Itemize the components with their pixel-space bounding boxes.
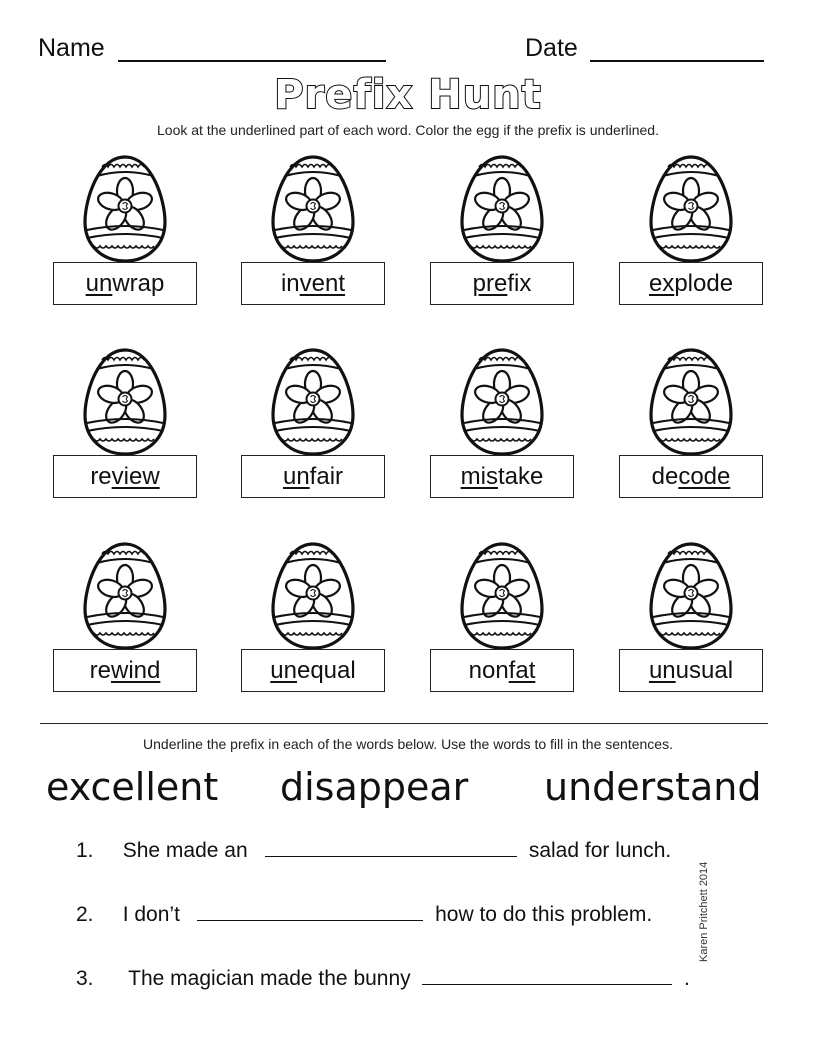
sentence-text: salad for lunch. — [528, 839, 672, 862]
sentence-1 — [76, 838, 671, 863]
word-underlined-part: mis — [460, 462, 498, 490]
sentence-2 — [76, 902, 652, 927]
word-part: fix — [507, 269, 532, 297]
instructions-bottom: Underline the prefix in each of the words below. Use the words to fill in the sentences. — [143, 736, 673, 752]
egg-icon[interactable] — [268, 347, 358, 457]
word-part: take — [497, 462, 544, 490]
section-divider — [40, 723, 768, 724]
name-label: Name — [38, 34, 105, 62]
word-underlined-part: ex — [648, 269, 675, 297]
egg-icon[interactable] — [646, 154, 736, 264]
egg-card[interactable] — [53, 347, 197, 499]
sentence-3 — [76, 966, 690, 991]
egg-icon[interactable] — [80, 541, 170, 651]
answer-blank-3[interactable] — [422, 966, 672, 985]
egg-icon[interactable] — [80, 154, 170, 264]
sentence-text: She made an — [122, 839, 248, 862]
word-underlined-part: code — [678, 462, 731, 490]
egg-card[interactable] — [430, 541, 574, 693]
word-box — [241, 455, 385, 498]
word-part: de — [651, 462, 679, 490]
word-underlined-part: wind — [110, 656, 161, 684]
date-label: Date — [525, 34, 578, 62]
word-part: in — [280, 269, 300, 297]
egg-card[interactable] — [619, 347, 763, 499]
word-underlined-part: vent — [299, 269, 346, 297]
egg-icon[interactable] — [646, 541, 736, 651]
egg-card[interactable] — [241, 347, 385, 499]
egg-card[interactable] — [619, 541, 763, 693]
sentence-text: I don’t — [122, 903, 180, 926]
word-part: re — [90, 462, 112, 490]
egg-icon[interactable] — [457, 154, 547, 264]
sentence-number: 1. — [76, 839, 94, 862]
egg-icon[interactable] — [646, 347, 736, 457]
sentence-text: . — [684, 967, 690, 990]
answer-blank-1[interactable] — [265, 838, 517, 857]
egg-card[interactable] — [241, 154, 385, 306]
word-bank-understand[interactable]: understand — [544, 765, 762, 809]
word-bank-excellent[interactable]: excellent — [46, 765, 219, 809]
egg-card[interactable] — [619, 154, 763, 306]
answer-blank-2[interactable] — [197, 902, 423, 921]
egg-card[interactable] — [53, 154, 197, 306]
word-box — [53, 262, 197, 305]
egg-card[interactable] — [430, 347, 574, 499]
word-part: equal — [296, 656, 356, 684]
word-part: non — [468, 656, 509, 684]
word-bank-disappear[interactable]: disappear — [280, 765, 469, 809]
word-underlined-part: un — [648, 656, 676, 684]
word-box — [619, 455, 763, 498]
sentence-text: how to do this problem. — [435, 903, 653, 926]
date-line[interactable] — [590, 60, 764, 62]
word-underlined-part: un — [270, 656, 297, 684]
word-underlined-part: un — [282, 462, 310, 490]
egg-icon[interactable] — [457, 347, 547, 457]
word-box — [430, 649, 574, 692]
word-box — [53, 455, 197, 498]
egg-card[interactable] — [241, 541, 385, 693]
word-part: plode — [674, 269, 734, 297]
word-part: fair — [309, 462, 344, 490]
sentence-number: 3. — [76, 967, 94, 990]
word-box — [53, 649, 197, 692]
word-part: re — [89, 656, 111, 684]
egg-card[interactable] — [53, 541, 197, 693]
word-box — [241, 262, 385, 305]
sentence-text: The magician made the bunny — [128, 967, 411, 990]
word-underlined-part: view — [111, 462, 160, 490]
sentence-number: 2. — [76, 903, 94, 926]
word-box — [619, 262, 763, 305]
page-title: Prefix Hunt — [274, 72, 542, 118]
egg-icon[interactable] — [268, 541, 358, 651]
egg-icon[interactable] — [268, 154, 358, 264]
word-box — [430, 262, 574, 305]
word-box — [430, 455, 574, 498]
egg-icon[interactable] — [80, 347, 170, 457]
word-box — [619, 649, 763, 692]
word-underlined-part: pre — [472, 269, 508, 297]
instructions-top: Look at the underlined part of each word. Color the egg if the prefix is underlined. — [157, 122, 659, 138]
name-line[interactable] — [118, 60, 386, 62]
word-part: wrap — [112, 269, 165, 297]
egg-card[interactable] — [430, 154, 574, 306]
word-part: usual — [675, 656, 734, 684]
credit-text: Karen Pritchett 2014 — [698, 861, 710, 962]
word-underlined-part: un — [85, 269, 113, 297]
word-underlined-part: fat — [508, 656, 536, 684]
word-box — [241, 649, 385, 692]
egg-icon[interactable] — [457, 541, 547, 651]
